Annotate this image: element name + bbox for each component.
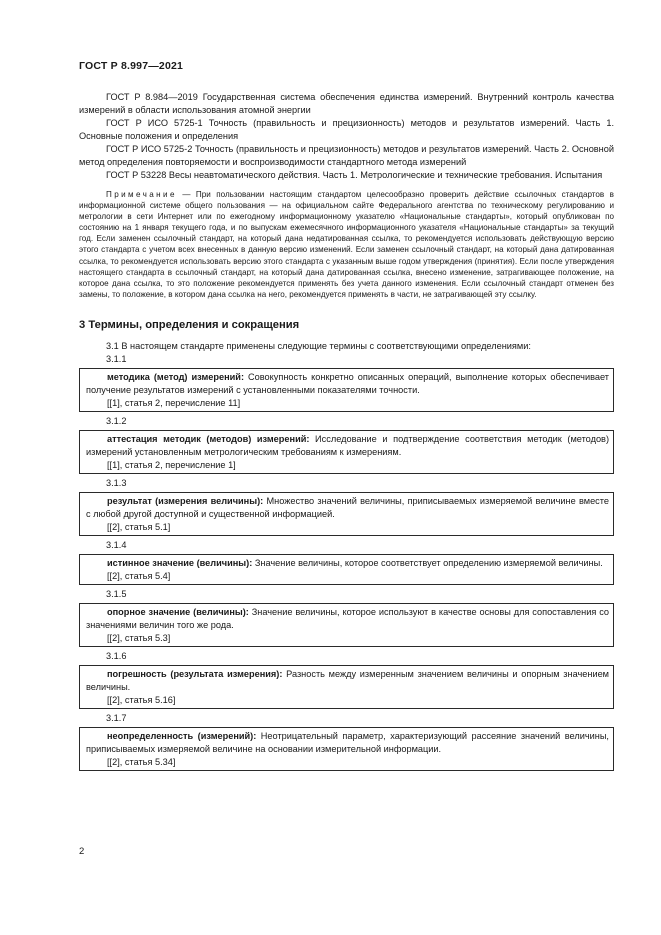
term-source-reference: [[2], статья 5.4] bbox=[107, 570, 171, 581]
term-definition-box bbox=[79, 430, 614, 474]
term-number: 3.1.1 bbox=[106, 353, 127, 364]
page-content bbox=[79, 91, 614, 774]
term-definition: Значение величины, которое используют в качестве основы для сопоставления со значениями величин того же рода. bbox=[86, 606, 609, 630]
page-number: 2 bbox=[79, 846, 85, 857]
term-definition: Множество значений величины, приписываемых измеряемой величине вместе с любой другой доступной и существенной информацией. bbox=[86, 495, 609, 519]
term-name: неопределенность (измерений): bbox=[107, 730, 257, 741]
term-number: 3.1.6 bbox=[106, 650, 127, 661]
term-name: погрешность (результата измерения): bbox=[107, 668, 283, 679]
term-source-reference: [[2], статья 5.34] bbox=[107, 756, 176, 767]
term-name: методика (метод) измерений: bbox=[107, 371, 245, 382]
term-text bbox=[86, 433, 609, 459]
reference-item: ГОСТ Р 53228 Весы неавтоматического действия. Часть 1. Метрологические и технические требования. Испытания bbox=[106, 170, 603, 180]
reference-item: ГОСТ Р ИСО 5725-1 Точность (правильность и прецизионность) методов и результатов измерений. Часть 1. Основные положения и определения bbox=[79, 118, 614, 141]
term-text bbox=[86, 606, 609, 632]
term-source-reference: [[1], статья 2, перечисление 1] bbox=[107, 459, 236, 470]
term-definition-box bbox=[79, 665, 614, 709]
term-number: 3.1.5 bbox=[106, 588, 127, 599]
normative-note bbox=[79, 189, 614, 300]
term-definition-box bbox=[79, 727, 614, 771]
term-source-reference: [[2], статья 5.16] bbox=[107, 694, 176, 705]
term-name: опорное значение (величины): bbox=[107, 606, 249, 617]
term-text bbox=[86, 668, 609, 694]
term-definition: Совокупность конкретно описанных операций, выполнение которых обеспечивает получение результатов измерений с установленными показателями точности. bbox=[86, 371, 609, 395]
term-source-reference: [[1], статья 2, перечисление 11] bbox=[107, 397, 241, 408]
term-definition-box bbox=[79, 554, 614, 585]
term-definition: Неотрицательный параметр, характеризующий рассеяние значений величины, приписываемых измеряемой величине на основании измерительной информации. bbox=[86, 730, 609, 754]
term-definition: Исследование и подтверждение соответствия методик (методов) измерений установленным метрологическим требованиям к измерениям. bbox=[86, 433, 609, 457]
term-source-reference: [[2], статья 5.3] bbox=[107, 632, 171, 643]
term-number: 3.1.7 bbox=[106, 712, 127, 723]
reference-item: ГОСТ Р 8.984—2019 Государственная система обеспечения единства измерений. Внутренний контроль качества измерений в области использования атомной энергии bbox=[79, 92, 614, 115]
term-definition-box bbox=[79, 368, 614, 412]
term-name: результат (измерения величины): bbox=[107, 495, 264, 506]
term-name: истинное значение (величины): bbox=[107, 557, 253, 568]
term-name: аттестация методик (методов) измерений: bbox=[107, 433, 310, 444]
term-source-reference: [[2], статья 5.1] bbox=[107, 521, 171, 532]
term-number: 3.1.3 bbox=[106, 477, 127, 488]
term-number: 3.1.2 bbox=[106, 415, 127, 426]
section-title: 3 Термины, определения и сокращения bbox=[79, 318, 300, 331]
term-text bbox=[86, 730, 609, 756]
reference-item: ГОСТ Р ИСО 5725-2 Точность (правильность и прецизионность) методов и результатов измерений. Часть 2. Основной метод определения повторяемости и воспроизводимости стандартного метода измерений bbox=[79, 144, 614, 167]
term-definition: Разность между измеренным значением величины и опорным значением величины. bbox=[86, 668, 610, 692]
term-text bbox=[86, 557, 609, 570]
term-definition-box bbox=[79, 603, 614, 647]
term-number: 3.1.4 bbox=[106, 539, 127, 550]
term-text bbox=[86, 371, 609, 397]
note-label: Примечание bbox=[106, 190, 177, 199]
term-definition-box bbox=[79, 492, 614, 536]
note-text: — При пользовании настоящим стандартом целесообразно проверить действие ссылочных стандартов в информационной системе общего пользования — на официальном сайте Федерального агентства по техническому регулированию и метрологии в сети Интернет или по ежегодному информационному указателю «Национальные стандарты», который опубликован по состоянию на 1 января текущего года, и по выпускам ежемесячного информационного указателя «Национальные стандарты» за текущий год. Если заменен ссылочный стандарт, на который дана недатированная ссылка, то рекомендуется использовать действующую версию этого стандарта с учетом всех внесенных в данную версию изменений. Если заменен ссылочный стандарт, на который дана датированная ссылка, то рекомендуется использовать версию этого стандарта с указанным выше годом утверждения (принятия). Если после утверждения настоящего стандарта в ссылочный стандарт, на который дана датированная ссылка, внесено изменение, затрагивающее положение, на которое дана ссылка, то это положение рекомендуется применять без учета данного изменения. Если ссылочный стандарт отменен без замены, то положение, в котором дана ссылка на него, рекомендуется применять в части, не затрагивающей эту ссылку. bbox=[79, 190, 614, 299]
section-intro: 3.1 В настоящем стандарте применены следующие термины с соответствующими определениями: bbox=[106, 340, 531, 351]
document-code-header: ГОСТ Р 8.997—2021 bbox=[79, 60, 184, 72]
term-definition: Значение величины, которое соответствует определению измеряемой величины. bbox=[252, 557, 603, 568]
term-text bbox=[86, 495, 609, 521]
